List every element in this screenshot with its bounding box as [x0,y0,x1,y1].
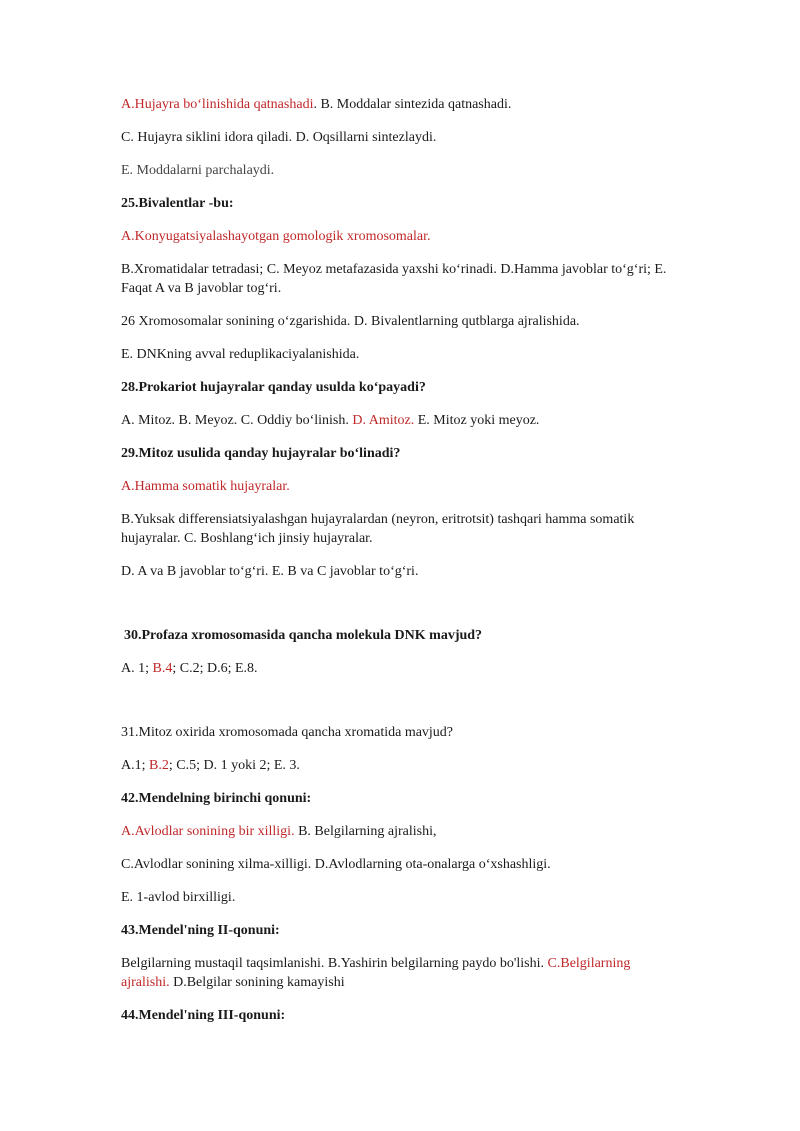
correct-answer: C.Belgilarning ajralishi. [121,956,631,990]
document-page [121,95,681,1039]
answer-text: B. Belgilarning ajralishi, [294,824,437,839]
correct-answer: D. Amitoz. [352,413,415,428]
answer-text: ; C.5; D. 1 yoki 2; E. 3. [168,758,300,773]
answer-line-28 [121,411,681,430]
answer-line-42-c: C.Avlodlar sonining xilma-xilligi. D.Avlodlarning ota-onalarga o‘xshashligi. [121,857,551,872]
answer-line-42 [121,822,681,841]
answer-text: Belgilarning mustaqil taqsimlanishi. B.Yashirin belgilarning paydo bo'lishi. [121,956,548,971]
question-25: 25.Bivalentlar -bu: [121,196,234,211]
answer-text: ; C.2; D.6; E.8. [172,661,258,676]
answer-line-26-e: E. DNKning avval reduplikaciyalanishida. [121,347,360,362]
answer-line-31 [121,756,681,775]
answer-line-2: C. Hujayra siklini idora qiladi. D. Oqsillarni sintezlaydi. [121,130,437,145]
answer-line-3: E. Moddalarni parchalaydi. [121,163,275,178]
question-29: 29.Mitoz usulida qanday hujayralar bo‘linadi? [121,446,401,461]
answer-text: A.1; [121,758,149,773]
correct-answer: A.Hujayra bo‘linishida qatnashadi [121,97,314,112]
answer-line-29-options: B.Yuksak differensiatsiyalashgan hujayralardan (neyron, eritrotsit) tashqari hamma somatik hujayralar. C. Boshlang‘ich jinsiy hujayralar. [121,512,635,546]
answer-line-43 [121,954,681,992]
question-28: 28.Prokariot hujayralar qanday usulda ko‘payadi? [121,380,426,395]
answer-text: . B. Moddalar sintezida qatnashadi. [313,97,512,112]
correct-answer: A.Avlodlar sonining bir xilligi. [121,824,295,839]
answer-line-25-options: B.Xromatidalar tetradasi; C. Meyoz metafazasida yaxshi ko‘rinadi. D.Hamma javoblar to‘g‘ri; E. Faqat A va B javoblar tog‘ri. [121,262,667,296]
answer-text: E. Mitoz yoki meyoz. [414,413,540,428]
question-42: 42.Mendelning birinchi qonuni: [121,791,312,806]
answer-line-29-d: D. A va B javoblar to‘g‘ri. E. B va C javoblar to‘g‘ri. [121,564,419,579]
correct-answer: B.4 [152,661,173,676]
question-44: 44.Mendel'ning III-qonuni: [121,1008,286,1023]
answer-text: A. 1; [121,661,153,676]
correct-answer: B.2 [149,758,169,773]
question-30: 30.Profaza xromosomasida qancha molekula DNK mavjud? [124,628,483,643]
question-43: 43.Mendel'ning II-qonuni: [121,923,280,938]
answer-line-42-e: E. 1-avlod birxilligi. [121,890,236,905]
answer-line-1 [121,95,681,114]
correct-answer-25: A.Konyugatsiyalashayotgan gomologik xromosomalar. [121,229,431,244]
answer-line-26: 26 Xromosomalar sonining o‘zgarishida. D. Bivalentlarning qutblarga ajralishida. [121,314,580,329]
answer-line-30 [121,659,681,678]
answer-text: D.Belgilar sonining kamayishi [169,975,345,990]
answer-text: A. Mitoz. B. Meyoz. C. Oddiy bo‘linish. [121,413,353,428]
correct-answer-29: A.Hamma somatik hujayralar. [121,479,290,494]
question-31: 31.Mitoz oxirida xromosomada qancha xromatida mavjud? [121,725,454,740]
